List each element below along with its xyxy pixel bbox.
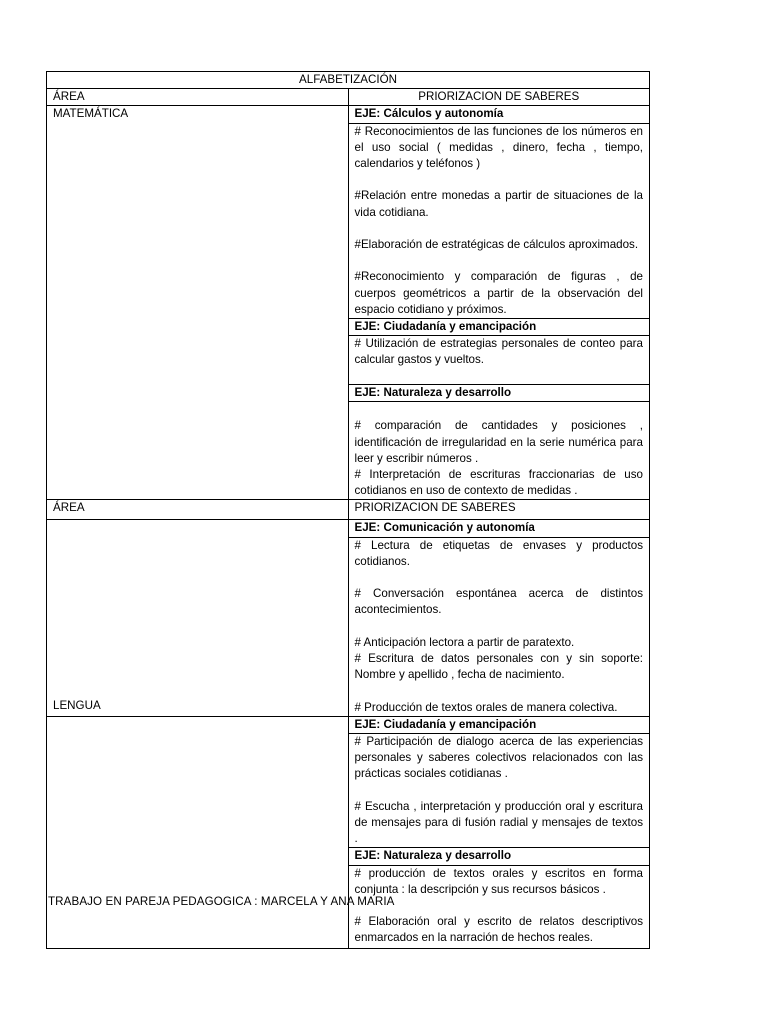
saber-item: # Conversación espontánea acerca de distintos acontecimientos. — [354, 587, 643, 617]
saberes-cell — [348, 537, 650, 716]
saber-item: # Escritura de datos personales con y sin soporte: Nombre y apellido , fecha de nacimiento. — [354, 652, 643, 682]
saber-item: # Interpretación de escrituras fraccionarias de uso cotidianos en uso de contexto de medidas . — [354, 468, 643, 498]
eje-title: EJE: Ciudadanía y emancipación — [348, 716, 650, 733]
eje-title: EJE: Naturaleza y desarrollo — [348, 848, 650, 865]
saber-item: # Escucha , interpretación y producción oral y escritura de mensajes para di fusión radial y mensajes de textos . — [354, 799, 643, 846]
saber-item: # Producción de textos orales de manera colectiva. — [354, 700, 618, 714]
saber-item: #Relación entre monedas a partir de situaciones de la vida cotidiana. — [354, 189, 643, 219]
area-lengua-empty — [47, 716, 349, 948]
priorizacion-header: PRIORIZACION DE SABERES — [348, 500, 650, 520]
saber-item: # Elaboración oral y escrito de relatos descriptivos enmarcados en la narración de hechos reales. — [354, 915, 643, 945]
document-title: ALFABETIZACIÓN — [47, 72, 650, 89]
saberes-cell — [348, 734, 650, 848]
saber-item: # producción de textos orales y escritos en forma conjunta : la descripción y sus recursos básicos . — [354, 866, 643, 896]
saber-item: # comparación de cantidades y posiciones , identificación de irregularidad en la serie numérica para leer y escribir números . — [354, 419, 643, 465]
saber-item: # Participación de dialogo acerca de las experiencias personales y saberes colectivos relacionados con las prácticas sociales cotidianas . — [354, 735, 643, 781]
eje-title: EJE: Comunicación y autonomía — [348, 520, 650, 537]
saber-item: #Reconocimiento y comparación de figuras , de cuerpos geométricos a partir de la observación del espacio cotidiano y próximos. — [354, 270, 643, 316]
saber-item: # Lectura de etiquetas de envases y productos cotidianos. — [354, 538, 643, 568]
footer-credits: TRABAJO EN PAREJA PEDAGOGICA : MARCELA Y ANA MARIA — [48, 895, 395, 908]
saber-item: #Elaboración de estratégicas de cálculos aproximados. — [354, 238, 639, 251]
saberes-cell — [348, 123, 650, 318]
header-row — [47, 89, 650, 106]
area-lengua: LENGUA — [47, 520, 349, 716]
eje-title: EJE: Naturaleza y desarrollo — [348, 385, 650, 402]
saberes-cell — [348, 336, 650, 385]
priorizacion-header: PRIORIZACION DE SABERES — [348, 89, 650, 106]
title-row — [47, 72, 650, 89]
saberes-table — [46, 71, 650, 949]
area-header: ÁREA — [47, 500, 349, 520]
area-header: ÁREA — [47, 89, 349, 106]
saber-item: # Anticipación lectora a partir de paratexto. — [354, 635, 575, 649]
eje-title: EJE: Cálculos y autonomía — [348, 106, 650, 123]
saber-item: # Reconocimientos de las funciones de los números en el uso social ( medidas , dinero, fecha , tiempo, calendarios y teléfonos ) — [354, 124, 643, 171]
eje-title: EJE: Ciudadanía y emancipación — [348, 319, 650, 336]
saberes-cell — [348, 402, 650, 500]
area-matematica: MATEMÁTICA — [47, 106, 349, 500]
saber-item: # Utilización de estrategias personales de conteo para calcular gastos y vueltos. — [354, 337, 643, 367]
